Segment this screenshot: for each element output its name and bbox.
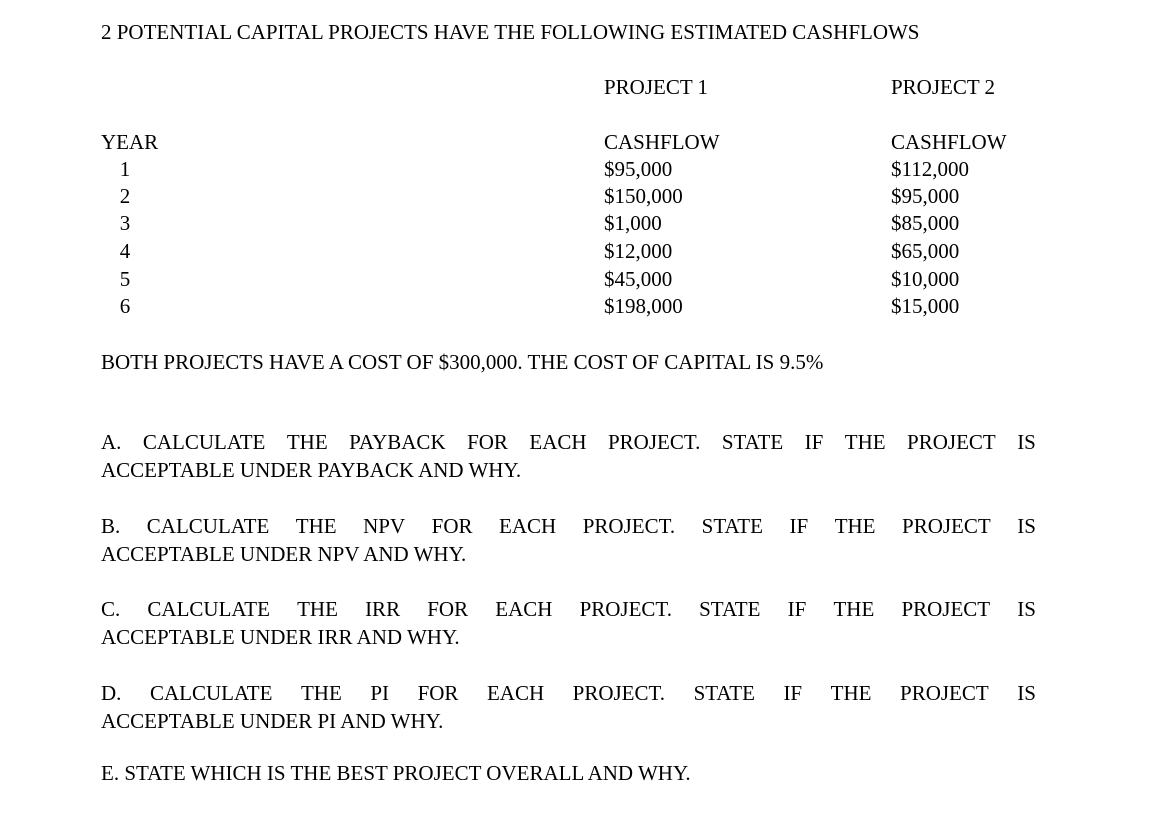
project-1-cashflow-cell: $95,000: [604, 157, 673, 181]
question-word: THE: [833, 597, 875, 621]
question-word: EACH: [486, 681, 545, 705]
question-word: IS: [1017, 681, 1036, 705]
question-word: THE: [286, 430, 328, 454]
question-word: PROJECT.: [579, 597, 672, 621]
year-cell: 4: [119, 239, 131, 263]
year-cell: 3: [119, 211, 131, 235]
question-word: STATE: [699, 597, 761, 621]
question-d: [101, 679, 1036, 735]
question-word: D.: [101, 681, 122, 705]
question-a: [101, 428, 1036, 484]
question-word: PROJECT: [900, 681, 989, 705]
project-1-cashflow-cell: $1,000: [604, 211, 662, 235]
question-word: CALCULATE: [147, 597, 270, 621]
question-word: IF: [789, 514, 809, 538]
question-word: STATE: [701, 514, 763, 538]
project-2-header: PROJECT 2: [891, 75, 996, 99]
project-2-cashflow-cell: $65,000: [891, 239, 960, 263]
question-word: IS: [1017, 597, 1036, 621]
project-1-cashflow-header: CASHFLOW: [604, 130, 720, 154]
project-2-cashflow-cell: $85,000: [891, 211, 960, 235]
question-line: ACCEPTABLE UNDER PAYBACK AND WHY.: [101, 458, 522, 482]
project-2-cashflow-cell: $112,000: [891, 157, 969, 181]
question-word: CALCULATE: [146, 514, 270, 538]
question-word: PAYBACK: [349, 430, 446, 454]
question-word: THE: [834, 514, 876, 538]
question-line: ACCEPTABLE UNDER PI AND WHY.: [101, 709, 444, 733]
question-word: IF: [804, 430, 824, 454]
question-word: CALCULATE: [149, 681, 273, 705]
cost-statement: BOTH PROJECTS HAVE A COST OF $300,000. THE COST OF CAPITAL IS 9.5%: [101, 350, 824, 374]
question-line: [101, 512, 1036, 540]
question-word: EACH: [495, 597, 553, 621]
question-word: PROJECT.: [572, 681, 666, 705]
question-line: [101, 595, 1036, 623]
project-1-cashflow-cell: $198,000: [604, 294, 683, 318]
question-word: FOR: [417, 681, 459, 705]
year-cell: 2: [119, 184, 131, 208]
project-2-cashflow-cell: $10,000: [891, 267, 960, 291]
question-word: PI: [370, 681, 390, 705]
question-word: PROJECT: [907, 430, 996, 454]
question-word: NPV: [363, 514, 406, 538]
question-e: E. STATE WHICH IS THE BEST PROJECT OVERALL AND WHY.: [101, 761, 691, 785]
year-cell: 6: [119, 294, 131, 318]
question-word: THE: [844, 430, 886, 454]
question-word: THE: [297, 597, 338, 621]
project-2-cashflow-header: CASHFLOW: [891, 130, 1007, 154]
page-title: 2 POTENTIAL CAPITAL PROJECTS HAVE THE FOLLOWING ESTIMATED CASHFLOWS: [101, 20, 920, 44]
question-word: THE: [295, 514, 337, 538]
year-cell: 5: [119, 267, 131, 291]
question-word: B.: [101, 514, 121, 538]
project-2-cashflow-cell: $95,000: [891, 184, 960, 208]
question-word: C.: [101, 597, 121, 621]
question-word: PROJECT.: [582, 514, 676, 538]
question-word: THE: [830, 681, 872, 705]
question-word: STATE: [693, 681, 755, 705]
question-word: FOR: [427, 597, 469, 621]
project-2-cashflow-cell: $15,000: [891, 294, 960, 318]
question-word: IF: [783, 681, 803, 705]
question-word: FOR: [431, 514, 473, 538]
question-word: CALCULATE: [142, 430, 266, 454]
project-1-header: PROJECT 1: [604, 75, 709, 99]
question-word: EACH: [529, 430, 587, 454]
question-b: [101, 512, 1036, 568]
question-word: EACH: [499, 514, 557, 538]
question-word: IF: [787, 597, 807, 621]
question-word: PROJECT.: [608, 430, 701, 454]
project-1-cashflow-cell: $150,000: [604, 184, 683, 208]
question-word: STATE: [721, 430, 784, 454]
question-line: ACCEPTABLE UNDER IRR AND WHY.: [101, 625, 460, 649]
year-header: YEAR: [101, 130, 159, 154]
question-line: [101, 428, 1036, 456]
question-word: A.: [101, 430, 122, 454]
question-word: FOR: [467, 430, 508, 454]
question-word: IRR: [365, 597, 401, 621]
question-word: IS: [1017, 514, 1036, 538]
question-line: [101, 679, 1036, 707]
question-line: ACCEPTABLE UNDER NPV AND WHY.: [101, 542, 467, 566]
question-c: [101, 595, 1036, 651]
project-1-cashflow-cell: $12,000: [604, 239, 673, 263]
question-word: THE: [300, 681, 342, 705]
project-1-cashflow-cell: $45,000: [604, 267, 673, 291]
question-word: IS: [1017, 430, 1036, 454]
question-word: PROJECT: [902, 514, 991, 538]
question-word: PROJECT: [901, 597, 991, 621]
year-cell: 1: [119, 157, 131, 181]
